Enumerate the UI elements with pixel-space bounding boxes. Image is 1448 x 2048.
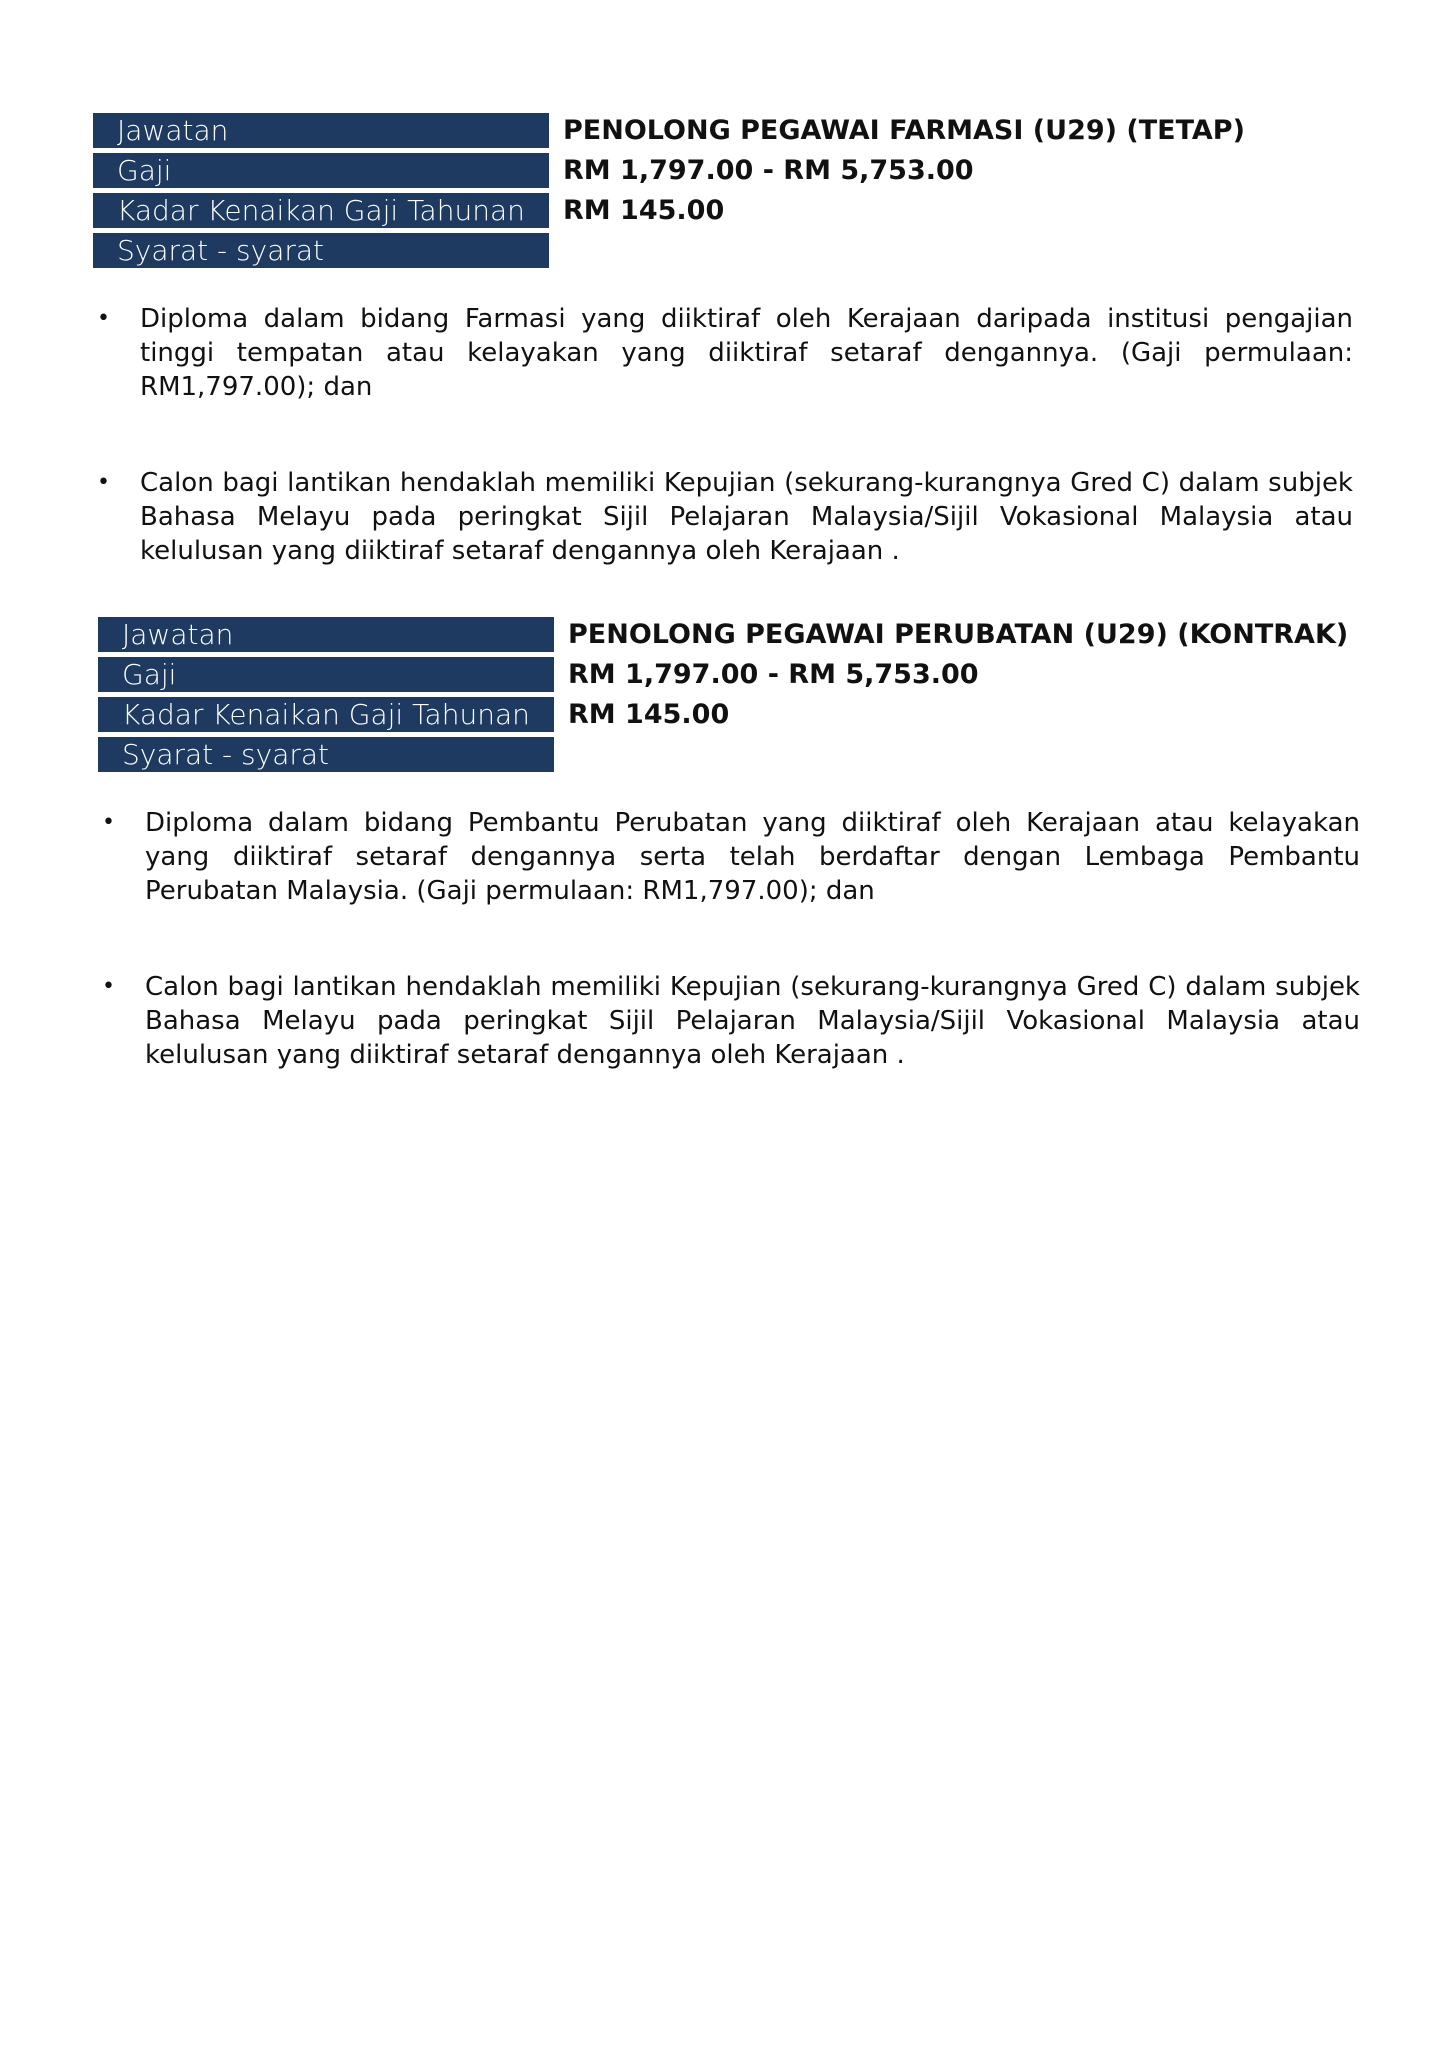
list-item [98, 806, 1360, 908]
value-gaji: RM 1,797.00 - RM 5,753.00 [563, 155, 974, 186]
label-gaji: Gaji [98, 657, 554, 692]
value-jawatan: PENOLONG PEGAWAI FARMASI (U29) (TETAP) [563, 115, 1245, 146]
label-column [98, 617, 554, 777]
requirement-text: Calon bagi lantikan hendaklah memiliki Kepujian (sekurang-kurangnya Gred C) dalam subjek Bahasa Melayu pada peringkat Sijil Pelajaran Malaysia/Sijil Vokasional Malaysia atau kelulusan yang diiktiraf setaraf dengannya oleh Kerajaan . [140, 468, 1353, 566]
list-item [93, 302, 1353, 404]
label-column [93, 113, 549, 273]
bullet-icon: • [102, 974, 115, 999]
bullet-icon: • [97, 306, 110, 331]
bullet-icon: • [97, 470, 110, 495]
label-kadar-kenaikan: Kadar Kenaikan Gaji Tahunan [98, 697, 554, 732]
requirement-text: Calon bagi lantikan hendaklah memiliki Kepujian (sekurang-kurangnya Gred C) dalam subjek Bahasa Melayu pada peringkat Sijil Pelajaran Malaysia/Sijil Vokasional Malaysia atau kelulusan yang diiktiraf setaraf dengannya oleh Kerajaan . [145, 972, 1360, 1070]
requirements-list [98, 806, 1360, 1072]
list-item [98, 970, 1360, 1072]
value-jawatan: PENOLONG PEGAWAI PERUBATAN (U29) (KONTRAK) [568, 619, 1349, 650]
list-item [93, 466, 1353, 568]
value-column [549, 113, 1245, 233]
label-syarat: Syarat - syarat [98, 737, 554, 772]
requirement-text: Diploma dalam bidang Pembantu Perubatan yang diiktiraf oleh Kerajaan atau kelayakan yang diiktiraf setaraf dengannya serta telah berdaftar dengan Lembaga Pembantu Perubatan Malaysia. (Gaji permulaan: RM1,797.00); dan [145, 808, 1360, 906]
label-jawatan: Jawatan [93, 113, 549, 148]
job-header [98, 617, 1360, 777]
requirements-list [93, 302, 1353, 568]
value-kadar-kenaikan: RM 145.00 [563, 195, 725, 226]
label-jawatan: Jawatan [98, 617, 554, 652]
value-column [554, 617, 1348, 737]
label-gaji: Gaji [93, 153, 549, 188]
value-gaji: RM 1,797.00 - RM 5,753.00 [568, 659, 979, 690]
bullet-icon: • [102, 810, 115, 835]
label-kadar-kenaikan: Kadar Kenaikan Gaji Tahunan [93, 193, 549, 228]
job-header [93, 113, 1353, 273]
job-section-perubatan [98, 617, 1360, 1072]
label-syarat: Syarat - syarat [93, 233, 549, 268]
requirement-text: Diploma dalam bidang Farmasi yang diiktiraf oleh Kerajaan daripada institusi pengajian tinggi tempatan atau kelayakan yang diiktiraf setaraf dengannya. (Gaji permulaan: RM1,797.00); dan [140, 304, 1353, 402]
job-section-farmasi [93, 113, 1353, 568]
value-kadar-kenaikan: RM 145.00 [568, 699, 730, 730]
